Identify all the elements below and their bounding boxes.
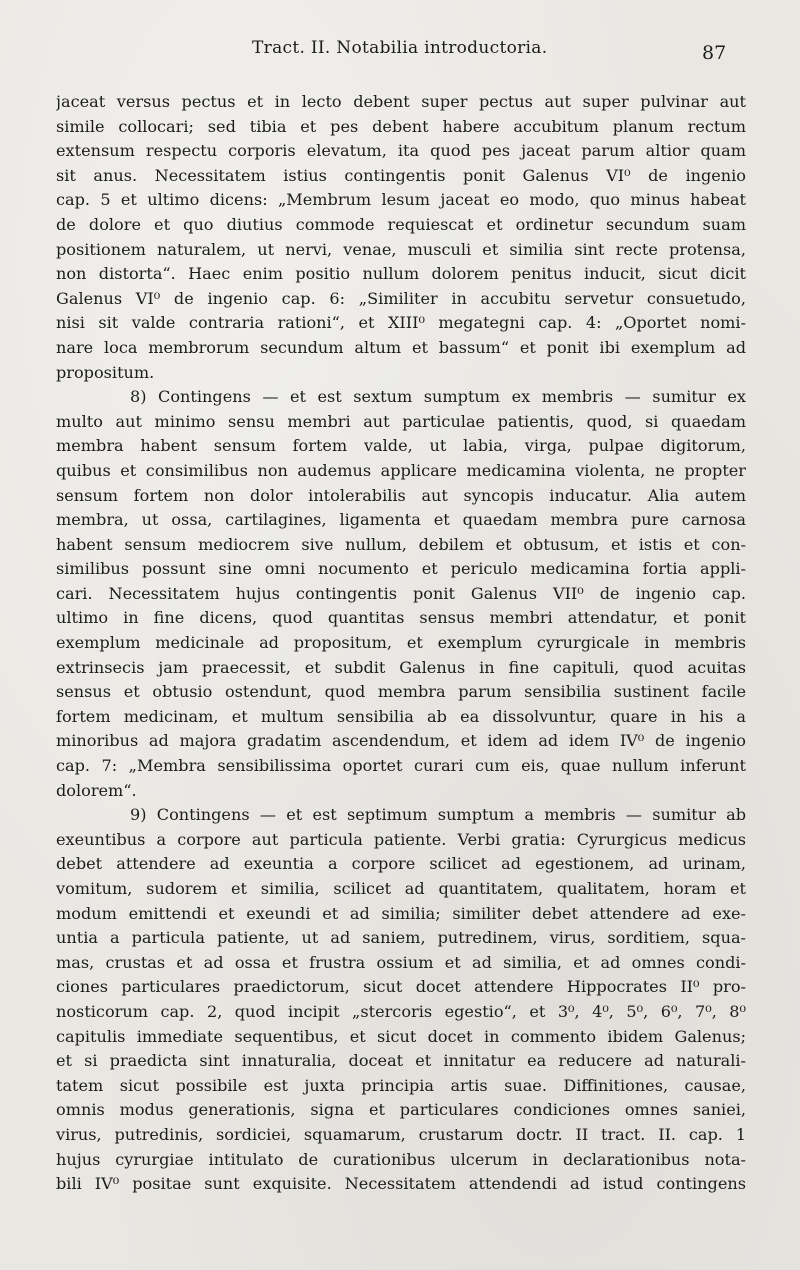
text-line: cap. 5 et ultimo dicens: „Membrum lesum jaceat eo modo, quo minus habeat (56, 190, 746, 210)
text-line: membra habent sensum fortem valde, ut labia, virga, pulpae digitorum, (56, 436, 746, 456)
text-line: bili IV⁰ positae sunt exquisite. Necessitatem attendendi ad istud contingens (56, 1174, 746, 1194)
body-text (56, 90, 746, 1197)
text-line: mas, crustas et ad ossa et frustra ossium et ad similia, et ad omnes condi- (56, 952, 746, 972)
text-line: exemplum medicinale ad propositum, et exemplum cyrurgicale in membris (56, 633, 746, 653)
text-line: propositum. (56, 362, 155, 382)
text-line: untia a particula patiente, ut ad saniem, putredinem, virus, sorditiem, squa- (56, 928, 746, 948)
text-line: omnis modus generationis, signa et particulares condiciones omnes saniei, (56, 1100, 746, 1120)
text-line: ultimo in fine dicens, quod quantitas sensus membri attendatur, et ponit (56, 608, 746, 628)
text-line: sensum fortem non dolor intolerabilis aut syncopis inducatur. Alia autem (56, 485, 746, 505)
text-line: 8) Contingens — et est sextum sumptum ex membris — sumitur ex (130, 387, 746, 407)
text-line: minoribus ad majora gradatim ascendendum, et idem ad idem IV⁰ de ingenio (56, 731, 746, 751)
text-line: Galenus VI⁰ de ingenio cap. 6: „Similiter in accubitu servetur consuetudo, (56, 288, 746, 308)
text-line: hujus cyrurgiae intitulato de curationibus ulcerum in declarationibus nota- (56, 1149, 746, 1169)
text-line: jaceat versus pectus et in lecto debent super pectus aut super pulvinar aut (56, 92, 746, 111)
text-line: de dolore et quo diutius commode requiescat et ordinetur secundum suam (56, 214, 746, 234)
text-line: positionem naturalem, ut nervi, venae, musculi et similia sint recte protensa, (56, 239, 746, 259)
text-line: cap. 7: „Membra sensibilissima oportet curari cum eis, quae nullum inferunt (56, 756, 746, 776)
text-line: sit anus. Necessitatem istius contingentis ponit Galenus VI⁰ de ingenio (56, 165, 746, 185)
text-line: simile collocari; sed tibia et pes debent habere accubitum planum rectum (56, 116, 746, 136)
text-line: sensus et obtusio ostendunt, quod membra parum sensibilia sustinent facile (56, 682, 746, 702)
text-line: nosticorum cap. 2, quod incipit „stercoris egestio“, et 3⁰, 4⁰, 5⁰, 6⁰, 7⁰, 8⁰ (56, 1001, 746, 1021)
text-line: nisi sit valde contraria rationi“, et XIII⁰ megategni cap. 4: „Oportet nomi- (56, 313, 746, 333)
text-line: virus, putredinis, sordiciei, squamarum, crustarum doctr. II tract. II. cap. 1 (56, 1124, 746, 1144)
text-line: extensum respectu corporis elevatum, ita quod pes jaceat parum altior quam (56, 141, 746, 161)
text-line: exeuntibus a corpore aut particula patiente. Verbi gratia: Cyrurgicus medicus (56, 829, 746, 849)
text-line: 9) Contingens — et est septimum sumptum a membris — sumitur ab (130, 805, 746, 825)
page-number: 87 (702, 42, 727, 64)
text-line: tatem sicut possibile est juxta principia artis suae. Diffinitiones, causae, (56, 1075, 746, 1095)
text-line: membra, ut ossa, cartilagines, ligamenta et quaedam membra pure carnosa (56, 510, 746, 530)
text-line: similibus possunt sine omni nocumento et periculo medicamina fortia appli- (56, 559, 746, 579)
text-line: extrinsecis jam praecessit, et subdit Galenus in fine capituli, quod acuitas (56, 657, 746, 677)
text-line: debet attendere ad exeuntia a corpore scilicet ad egestionem, ad urinam, (56, 854, 746, 874)
text-line: fortem medicinam, et multum sensibilia ab ea dissolvuntur, quare in his a (56, 706, 746, 726)
text-line: multo aut minimo sensu membri aut particulae patientis, quod, si quaedam (56, 411, 746, 431)
running-title: Tract. II. Notabilia introductoria. (252, 38, 548, 58)
text-line: non distorta“. Haec enim positio nullum dolorem penitus inducit, sicut dicit (56, 264, 746, 284)
text-line: vomitum, sudorem et similia, scilicet ad quantitatem, qualitatem, horam et (56, 879, 746, 898)
text-line: et si praedicta sint innaturalia, doceat et innitatur ea reducere ad naturali- (56, 1051, 746, 1071)
text-line: nare loca membrorum secundum altum et bassum“ et ponit ibi exemplum ad (56, 337, 746, 357)
text-line: capitulis immediate sequentibus, et sicut docet in commento ibidem Galenus; (56, 1026, 746, 1046)
text-line: cari. Necessitatem hujus contingentis ponit Galenus VII⁰ de ingenio cap. (56, 583, 746, 603)
text-line: habent sensum mediocrem sive nullum, debilem et obtusum, et istis et con- (56, 534, 746, 554)
page-header (0, 34, 800, 74)
text-line: dolorem“. (56, 780, 137, 800)
text-line: modum emittendi et exeundi et ad similia; similiter debet attendere ad exe- (56, 903, 746, 923)
text-line: quibus et consimilibus non audemus applicare medicamina violenta, ne propter (56, 460, 746, 480)
text-line: ciones particulares praedictorum, sicut docet attendere Hippocrates II⁰ pro- (56, 977, 746, 997)
